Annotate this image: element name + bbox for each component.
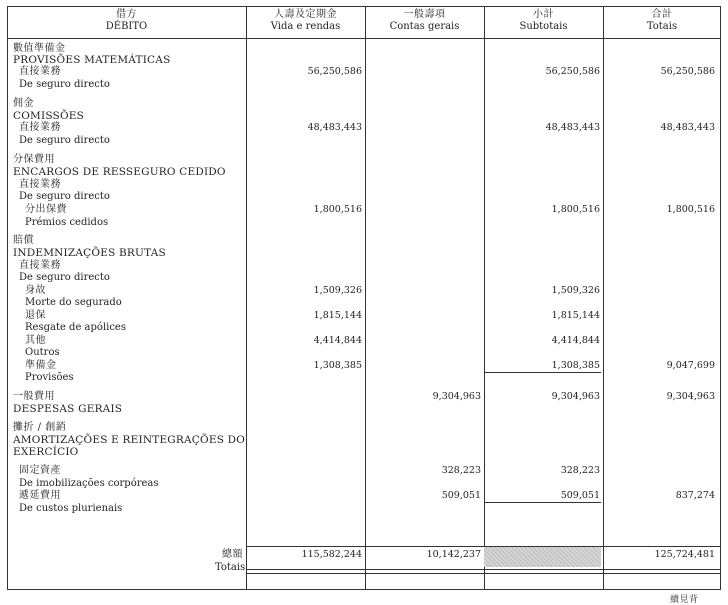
value-vida: 48,483,443 [307,122,362,133]
section-label-pt-cont: EXERCÍCIO [13,446,79,458]
item-label-pt: De custos plurienais [19,503,123,514]
item-label-pt: Prémios cedidos [25,217,109,228]
item-label-zh: 身故 [25,285,46,296]
subsection-label-zh: 直接業務 [19,260,61,271]
value-total: 56,250,586 [660,66,715,77]
value-subtotal: 1,308,385 [551,360,600,371]
header-totais: 合計 Totais [646,9,678,32]
item-label-pt: Outros [25,347,60,358]
value-vida: 1,509,326 [313,285,362,296]
subsection-label-zh: 直接業務 [19,179,61,190]
subsection-label-pt: De seguro directo [19,135,110,146]
section-label-pt: AMORTIZAÇÕES E REINTEGRAÇÕES DO [13,434,246,446]
shaded-cell [484,547,601,567]
value-subtotal: 48,483,443 [545,122,600,133]
totals-label-pt: Totais [215,562,246,573]
value-gerais: 9,304,963 [432,391,481,402]
value-subtotal: 1,509,326 [551,285,600,296]
value-subtotal: 1,815,144 [551,310,600,321]
value-vida: 4,414,844 [313,335,362,346]
subtotal-rule [484,502,601,503]
section-label-zh: 分保費用 [13,154,55,165]
item-label-zh: 其他 [25,335,46,346]
total-vida: 115,582,244 [301,549,362,560]
section-label-zh: 賠償 [13,235,34,246]
section-label-pt: INDEMNIZAÇÕES BRUTAS [13,247,166,259]
item-label-zh: 退保 [25,310,46,321]
value-subtotal: 1,800,516 [551,204,600,215]
subsection-label-zh: 直接業務 [19,122,61,133]
subsection-label-pt: De seguro directo [19,272,110,283]
header-subtotais: 小計 Subtotais [519,9,568,32]
header-gerais: 一般壽項 Contas gerais [389,9,460,32]
value-gerais: 328,223 [441,465,481,476]
total-gerais: 10,142,237 [426,549,481,560]
item-label-zh: 固定資產 [19,465,61,476]
subsection-label-pt: De seguro directo [19,191,110,202]
value-subtotal: 4,414,844 [551,335,600,346]
item-label-pt: Provisões [25,372,74,383]
value-subtotal: 56,250,586 [545,66,600,77]
totals-label-zh: 總額 [222,549,243,560]
section-label-pt: DESPESAS GERAIS [13,403,123,415]
value-total: 48,483,443 [660,122,715,133]
value-subtotal: 509,051 [560,490,600,501]
section-label-zh: 攤折 / 創銷 [13,422,67,433]
item-label-zh: 遞延費用 [19,490,61,501]
value-subtotal: 9,304,963 [551,391,600,402]
item-label-zh: 分出保費 [25,204,67,215]
section-label-zh: 數值準備金 [13,43,66,54]
item-label-zh: 準備金 [25,360,57,371]
grand-total: 125,724,481 [654,549,715,560]
section-label-pt: PROVISÕES MATEMÁTICAS [13,54,171,66]
column-divider [365,6,366,590]
value-vida: 1,308,385 [313,360,362,371]
continuation-note: 續見背 [670,595,699,605]
header-divider [7,38,721,39]
value-total: 1,800,516 [666,204,715,215]
column-divider [246,6,247,590]
subsection-label-pt: De seguro directo [19,79,110,90]
section-label-zh: 一般費用 [13,391,55,402]
value-total: 837,274 [675,490,715,501]
value-total: 9,047,699 [666,360,715,371]
subtotal-rule [484,372,601,373]
header-debito: 借方 DÉBITO [105,9,148,32]
value-subtotal: 328,223 [560,465,600,476]
item-label-pt: Morte do segurado [25,297,122,308]
value-vida: 56,250,586 [307,66,362,77]
subsection-label-zh: 直接業務 [19,66,61,77]
value-vida: 1,815,144 [313,310,362,321]
section-label-pt: ENCARGOS DE RESSEGURO CEDIDO [13,166,226,178]
header-vida: 人壽及定期金 Vida e rendas [270,9,341,32]
section-label-zh: 佣金 [13,98,34,109]
totals-double-rule [246,573,721,574]
section-label-pt: COMISSÕES [13,110,85,122]
totals-rule [246,569,721,570]
column-divider [603,6,604,590]
value-vida: 1,800,516 [313,204,362,215]
item-label-pt: Resgate de apólices [25,322,126,333]
value-total: 9,304,963 [666,391,715,402]
value-gerais: 509,051 [441,490,481,501]
item-label-pt: De imobilizações corpóreas [19,478,159,489]
